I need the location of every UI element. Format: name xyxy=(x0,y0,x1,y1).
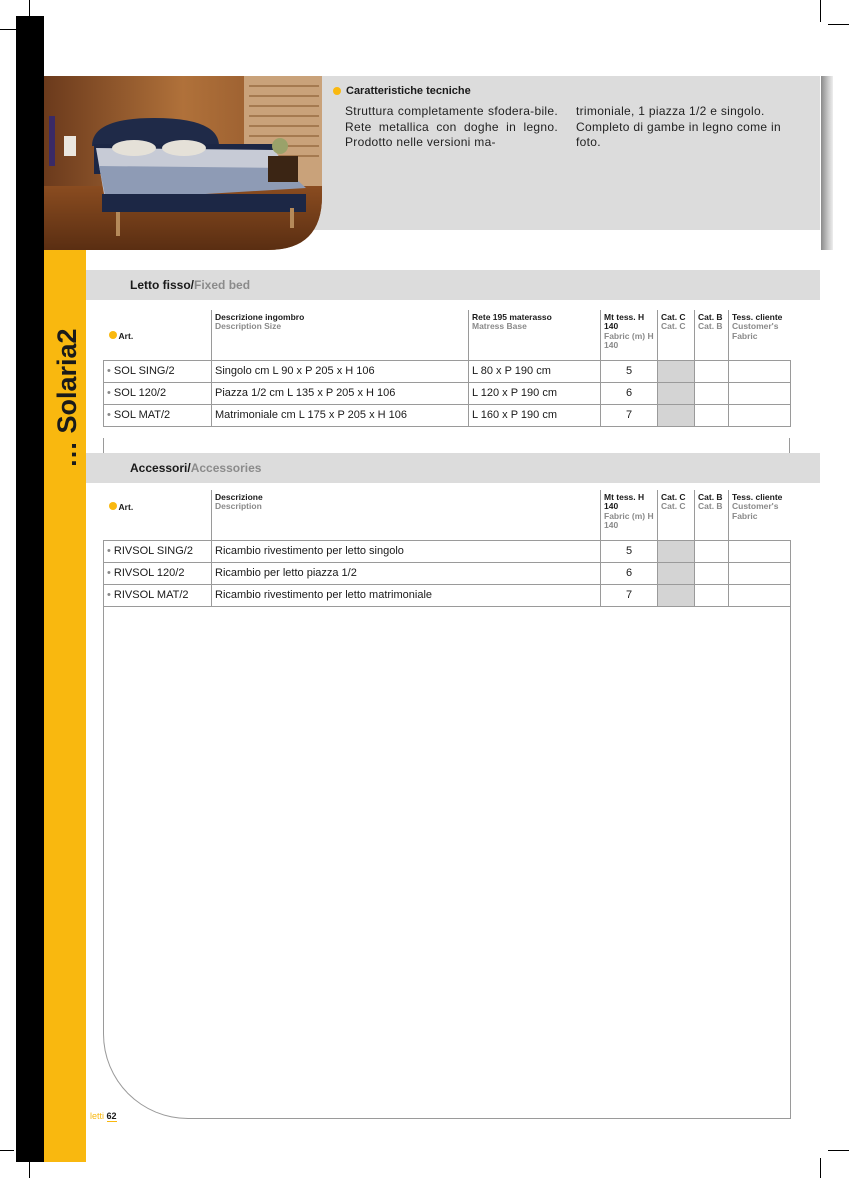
section-title-accessories xyxy=(130,461,261,475)
crop-mark xyxy=(828,1150,849,1151)
table-row xyxy=(104,404,791,426)
crop-mark xyxy=(828,24,849,25)
section-title-fixed-bed xyxy=(130,278,250,292)
header-catb-it: Cat. B xyxy=(698,492,723,502)
tech-text-col2: trimoniale, 1 piazza 1/2 e singolo. Completo di gambe in legno come in foto. xyxy=(576,104,781,149)
cell-cat-b xyxy=(695,562,729,584)
cell-tess xyxy=(729,360,791,382)
cell-art-text: SOL MAT/2 xyxy=(113,409,171,421)
header-catb-it: Cat. B xyxy=(698,312,723,322)
cell-art: • RIVSOL MAT/2 xyxy=(104,584,212,606)
cell-mt: 7 xyxy=(601,404,658,426)
cell-art-text: SOL 120/2 xyxy=(113,387,167,399)
header-tess-it: Tess. cliente xyxy=(732,492,783,502)
cell-tess xyxy=(729,562,791,584)
cell-art-text: RIVSOL MAT/2 xyxy=(113,589,189,601)
table-row xyxy=(104,562,791,584)
cell-desc: Ricambio rivestimento per letto singolo xyxy=(212,540,601,562)
divider xyxy=(103,438,104,453)
header-catc-it: Cat. C xyxy=(661,312,686,322)
cell-desc: Ricambio per letto piazza 1/2 xyxy=(212,562,601,584)
header-mt-en: Fabric (m) H 140 xyxy=(604,510,654,530)
cell-cat-c xyxy=(658,360,695,382)
section-title-en: Fixed bed xyxy=(194,278,251,292)
header-tess xyxy=(729,490,791,540)
cell-cat-c xyxy=(658,404,695,426)
cell-mt: 5 xyxy=(601,360,658,382)
cell-tess xyxy=(729,540,791,562)
cell-cat-c xyxy=(658,540,695,562)
bullet-icon xyxy=(109,331,117,339)
header-rete-en: Matress Base xyxy=(472,321,527,332)
header-mt-en: Fabric (m) H 140 xyxy=(604,330,654,350)
cell-art-text: RIVSOL SING/2 xyxy=(113,545,193,557)
header-art-label: Art. xyxy=(118,331,134,342)
table-header-row xyxy=(104,490,791,540)
page-number: 62 xyxy=(106,1111,117,1121)
table-header-row xyxy=(104,310,791,360)
cell-cat-c xyxy=(658,382,695,404)
bed-photo xyxy=(44,76,322,250)
cell-art: • RIVSOL SING/2 xyxy=(104,540,212,562)
header-rete-it: Rete 195 materasso xyxy=(472,312,552,322)
cell-art: • SOL SING/2 xyxy=(104,360,212,382)
cell-mt: 7 xyxy=(601,584,658,606)
table-row xyxy=(104,360,791,382)
header-desc-it: Descrizione xyxy=(215,492,263,502)
cell-tess xyxy=(729,404,791,426)
cell-art: • SOL 120/2 xyxy=(104,382,212,404)
tech-title: Caratteristiche tecniche xyxy=(346,85,471,97)
divider xyxy=(789,438,790,453)
page-footer xyxy=(90,1111,117,1121)
cell-cat-b xyxy=(695,540,729,562)
cell-rete: L 160 x P 190 cm xyxy=(469,404,601,426)
cell-mt: 6 xyxy=(601,562,658,584)
tech-text-col1: Struttura completamente sfodera-bile. Rete metallica con doghe in legno. Prodotto nelle versioni ma- xyxy=(345,104,558,149)
bullet-icon xyxy=(333,87,341,95)
cell-cat-c xyxy=(658,562,695,584)
cell-cat-c xyxy=(658,584,695,606)
empty-frame xyxy=(103,606,791,1119)
crop-mark xyxy=(820,1158,821,1178)
header-tess-it: Tess. cliente xyxy=(732,312,783,322)
side-title xyxy=(46,270,86,470)
header-desc-en: Description xyxy=(215,501,262,512)
footer-category: letti xyxy=(90,1111,105,1121)
header-cat-c xyxy=(658,490,695,540)
header-catc-en: Cat. C xyxy=(661,501,686,512)
header-catc-it: Cat. C xyxy=(661,492,686,502)
section-title-it: Accessori/ xyxy=(130,461,191,475)
crop-mark xyxy=(0,1150,14,1151)
header-art xyxy=(104,490,212,540)
cell-desc: Matrimoniale cm L 175 x P 205 x H 106 xyxy=(212,404,469,426)
header-art xyxy=(104,310,212,360)
bullet-icon xyxy=(109,502,117,510)
table-row xyxy=(104,382,791,404)
fixed-bed-table xyxy=(103,310,791,427)
cell-art-text: SOL SING/2 xyxy=(113,365,175,377)
header-mt-it: Mt tess. H 140 xyxy=(604,492,645,512)
header-catb-en: Cat. B xyxy=(698,501,723,512)
header-mt xyxy=(601,310,658,360)
cell-cat-b xyxy=(695,404,729,426)
header-mt xyxy=(601,490,658,540)
header-desc-it: Descrizione ingombro xyxy=(215,312,305,322)
accessories-table xyxy=(103,490,791,607)
header-description xyxy=(212,310,469,360)
header-catc-en: Cat. C xyxy=(661,321,686,332)
header-tess-en: Customer's Fabric xyxy=(732,501,779,521)
cell-art: • SOL MAT/2 xyxy=(104,404,212,426)
cell-art-text: RIVSOL 120/2 xyxy=(113,567,185,579)
cell-desc: Piazza 1/2 cm L 135 x P 205 x H 106 xyxy=(212,382,469,404)
cell-rete: L 80 x P 190 cm xyxy=(469,360,601,382)
header-mt-it: Mt tess. H 140 xyxy=(604,312,645,332)
cell-tess xyxy=(729,584,791,606)
cell-desc: Ricambio rivestimento per letto matrimoniale xyxy=(212,584,601,606)
crop-mark xyxy=(820,0,821,22)
header-tess-en: Customer's Fabric xyxy=(732,321,779,341)
header-catb-en: Cat. B xyxy=(698,321,723,332)
header-cat-b xyxy=(695,310,729,360)
header-cat-c xyxy=(658,310,695,360)
cell-cat-b xyxy=(695,360,729,382)
black-side-bar xyxy=(16,16,44,1162)
header-tess xyxy=(729,310,791,360)
cell-rete: L 120 x P 190 cm xyxy=(469,382,601,404)
side-title-text: … Solaria2 xyxy=(52,328,82,468)
cell-mt: 6 xyxy=(601,382,658,404)
section-title-it: Letto fisso/ xyxy=(130,278,195,292)
table-row xyxy=(104,584,791,606)
header-rete xyxy=(469,310,601,360)
cell-cat-b xyxy=(695,584,729,606)
next-page-photo-strip xyxy=(821,76,833,250)
section-title-en: Accessories xyxy=(190,461,262,475)
cell-cat-b xyxy=(695,382,729,404)
header-desc-en: Description Size xyxy=(215,321,282,332)
table-row xyxy=(104,540,791,562)
header-cat-b xyxy=(695,490,729,540)
header-description xyxy=(212,490,601,540)
cell-tess xyxy=(729,382,791,404)
header-art-label: Art. xyxy=(118,502,134,512)
cell-desc: Singolo cm L 90 x P 205 x H 106 xyxy=(212,360,469,382)
cell-mt: 5 xyxy=(601,540,658,562)
cell-art: • RIVSOL 120/2 xyxy=(104,562,212,584)
